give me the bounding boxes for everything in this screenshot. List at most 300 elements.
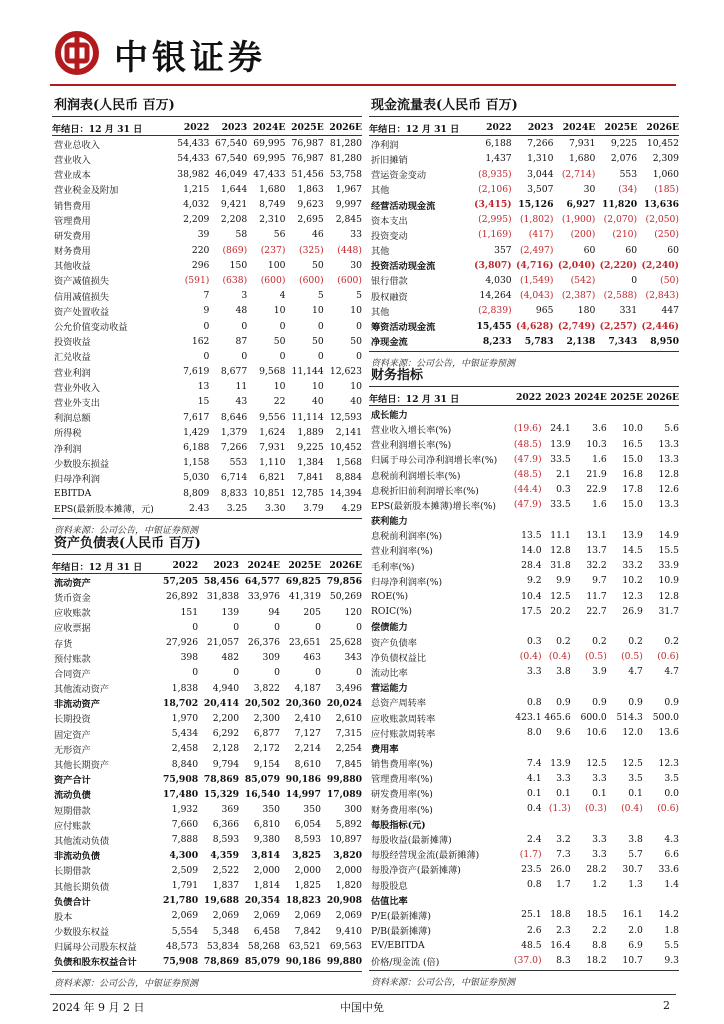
cell-value: 6.9	[628, 939, 643, 951]
header-year: 2022	[486, 122, 512, 134]
cell-value: (185)	[654, 183, 679, 195]
cell-value	[511, 680, 542, 695]
table-row	[52, 939, 362, 954]
table-row	[369, 892, 679, 907]
cell-value: 15	[197, 396, 210, 408]
cell-value: 500.0	[652, 712, 679, 724]
cell-value: 17.8	[622, 484, 643, 496]
cell-value: 0.1	[556, 787, 571, 799]
cell-value: 32.2	[586, 560, 607, 572]
row-label: 存货	[54, 638, 73, 650]
cell-value: 0.8	[526, 696, 542, 708]
row-label: 净负债权益比	[371, 652, 427, 664]
row-label: 营业外支出	[54, 397, 100, 409]
table-row	[52, 832, 362, 847]
cell-value: 15,329	[203, 788, 240, 800]
cell-value: 10.9	[658, 575, 679, 587]
row-label: 负债合计	[54, 896, 91, 908]
cell-value: (2,240)	[641, 259, 679, 271]
cell-value: (591)	[184, 274, 210, 286]
cell-value: 9.2	[526, 575, 542, 587]
table-row	[369, 243, 679, 258]
row-label: 流动比率	[371, 667, 408, 679]
cell-value: 357	[494, 244, 512, 256]
table-row	[369, 452, 679, 467]
table-row	[369, 831, 679, 846]
table-row	[369, 467, 679, 482]
cell-value	[542, 406, 571, 422]
row-label: 营运能力	[371, 683, 408, 695]
cell-value: 300	[344, 804, 362, 816]
cell-value: 3,507	[527, 183, 554, 195]
cell-value: 14.2	[658, 909, 679, 921]
cell-value: 2,200	[212, 712, 240, 724]
cell-value	[542, 892, 571, 907]
cell-value: 33.5	[550, 499, 571, 511]
row-label: 应收账款	[54, 608, 91, 620]
cell-value: 23.5	[521, 863, 542, 875]
cell-value: 1,437	[485, 153, 512, 165]
cell-value	[511, 892, 542, 907]
cell-value: 20,360	[285, 697, 321, 709]
cell-value	[643, 680, 679, 695]
cell-value: 3.6	[592, 423, 607, 435]
cell-value: 2,138	[566, 335, 596, 347]
cell-value: 75,908	[162, 773, 199, 785]
cell-value: 180	[577, 305, 596, 317]
table-row	[52, 364, 362, 379]
table-row	[369, 151, 679, 166]
cell-value: 8.8	[592, 939, 607, 951]
cell-value: 2.2	[592, 924, 607, 936]
table-row	[52, 273, 362, 288]
cell-value: 2,076	[610, 153, 638, 165]
cell-value: 8.3	[556, 955, 571, 967]
cell-value: 28.4	[521, 560, 542, 572]
cell-value: 20,024	[326, 697, 362, 709]
cell-value: 60	[625, 244, 638, 256]
cell-value: 0.8	[526, 879, 542, 891]
cell-value: 21.9	[586, 469, 607, 481]
cell-value: 5.7	[628, 848, 643, 860]
cell-value: 30	[583, 183, 596, 195]
row-label: 管理费用率(%)	[371, 774, 433, 786]
cell-value	[571, 816, 607, 831]
cell-value	[511, 619, 542, 634]
cell-value: 6,188	[485, 138, 512, 150]
table-row	[369, 877, 679, 892]
cell-value: (869)	[222, 244, 248, 256]
cell-value: (417)	[528, 229, 554, 241]
cell-value: 12.8	[550, 544, 571, 556]
row-label: 每股股息	[371, 880, 408, 892]
cashflow-table	[369, 120, 679, 349]
cell-value: 25,628	[329, 637, 362, 649]
table-row	[52, 410, 362, 425]
footer-company: 中国中免	[340, 1001, 384, 1014]
cell-value: 63,521	[288, 940, 321, 952]
cell-value: 18.5	[586, 909, 607, 921]
cell-value: 2.3	[556, 924, 571, 936]
cell-value: 4.29	[341, 502, 362, 514]
cell-value: 3.8	[628, 833, 643, 845]
table-row	[369, 513, 679, 528]
table-row	[369, 588, 679, 603]
cell-value: 13.9	[622, 529, 643, 541]
cell-value: (1,169)	[478, 229, 512, 241]
cell-value: 1.6	[592, 499, 607, 511]
cell-value: 30.7	[622, 863, 643, 875]
cell-value: 0	[317, 350, 324, 362]
cell-value: 1.4	[664, 879, 679, 891]
cell-value	[511, 513, 542, 528]
cell-value: 1,837	[212, 880, 240, 892]
table-row	[369, 288, 679, 303]
cell-value	[607, 816, 643, 831]
header-year: 2024E	[562, 122, 596, 134]
cell-value: 1.2	[592, 879, 607, 891]
cell-value: 22	[273, 396, 286, 408]
row-label: 总资产周转率	[371, 698, 427, 710]
table-row	[369, 258, 679, 273]
cell-value: (4,628)	[516, 320, 554, 332]
cell-value: (34)	[618, 183, 638, 195]
cell-value: 26.0	[550, 863, 571, 875]
cell-value: 9,623	[297, 199, 324, 211]
cell-value: (0.4)	[621, 803, 643, 815]
cell-value: 6,366	[212, 819, 240, 831]
header-year: 2025E	[291, 122, 324, 134]
cell-value: (250)	[654, 229, 679, 241]
row-label: 合同资产	[54, 668, 91, 680]
ratios-title: 财务指标	[369, 362, 679, 387]
cell-value: 48,573	[165, 940, 199, 952]
cell-value: (37.0)	[513, 955, 542, 967]
row-label: 息税前利润率(%)	[371, 531, 443, 543]
cell-value: 1,310	[527, 153, 554, 165]
cell-value: 0.2	[664, 636, 679, 648]
cell-value: 69,995	[253, 138, 286, 150]
table-row	[52, 379, 362, 394]
cell-value: 7,617	[183, 411, 210, 423]
cell-value: 46,049	[215, 168, 248, 180]
cell-value: 2,695	[297, 214, 324, 226]
cell-value: 64,577	[244, 576, 281, 588]
table-row	[369, 695, 679, 710]
cell-value: (600)	[337, 274, 362, 286]
cell-value: 20.2	[550, 605, 571, 617]
cell-value: 8,593	[212, 834, 240, 846]
cell-value: 81,280	[329, 153, 362, 165]
cell-value: 343	[344, 652, 362, 664]
cell-value: 12,593	[329, 411, 362, 423]
bank-of-china-logo-icon	[54, 30, 100, 76]
row-label: 公允价值变动收益	[54, 322, 128, 334]
row-label: 其他收益	[54, 261, 91, 273]
cell-value: 7,842	[294, 925, 321, 937]
cell-value: 4.1	[526, 772, 542, 784]
cell-value: 1,791	[171, 880, 199, 892]
cell-value: 39	[197, 229, 210, 241]
cell-value: 7,266	[220, 442, 248, 454]
cell-value	[511, 406, 542, 422]
cell-value: 4,187	[294, 682, 321, 694]
row-label: ROE(%)	[371, 590, 409, 602]
row-label: 成长能力	[371, 409, 408, 421]
cell-value: 2.1	[556, 469, 571, 481]
table-row	[52, 258, 362, 273]
balance-source: 资料来源：公司公告，中银证券预测	[52, 971, 362, 989]
cell-value: 3.30	[264, 502, 286, 514]
row-label: 研发费用	[54, 230, 91, 242]
cell-value: (0.6)	[657, 651, 679, 663]
cell-value: 12.8	[658, 469, 679, 481]
table-row	[369, 212, 679, 227]
cell-value: 14.0	[521, 544, 542, 556]
cell-value: 3.79	[303, 502, 324, 514]
table-row	[369, 528, 679, 543]
cell-value: 8,950	[650, 335, 679, 347]
cell-value: 4,030	[485, 274, 512, 286]
table-row	[369, 725, 679, 740]
cell-value: 3.9	[592, 666, 607, 678]
table-row	[369, 334, 679, 349]
table-row	[52, 863, 362, 878]
cell-value: 10,897	[329, 834, 362, 846]
header-year: 2025E	[604, 122, 638, 134]
cell-value: 2,141	[335, 426, 362, 438]
financial-ratios	[369, 362, 679, 988]
table-row	[52, 574, 362, 590]
cell-value: 7,931	[568, 138, 596, 150]
header-year: 2024E	[252, 122, 286, 134]
cell-value: 12.3	[658, 757, 679, 769]
cell-value: 78,869	[203, 773, 240, 785]
cell-value: (3,807)	[474, 259, 512, 271]
cell-value: 1,384	[297, 457, 324, 469]
row-label: 无形资产	[54, 744, 91, 756]
cell-value: 2,000	[335, 864, 362, 876]
row-label: 净现金流	[371, 337, 408, 349]
cell-value: 6,877	[253, 728, 281, 740]
cell-value: 0.9	[628, 696, 643, 708]
cell-value: 6,810	[253, 819, 281, 831]
cell-value: 31.7	[658, 605, 679, 617]
cell-value: 47,433	[253, 168, 286, 180]
cell-value: 10	[273, 381, 286, 393]
table-row	[52, 455, 362, 470]
cell-value: 4.7	[628, 666, 643, 678]
row-label: 其他长期资产	[54, 760, 110, 772]
cell-value: 1,060	[652, 168, 679, 180]
table-row	[52, 772, 362, 787]
cell-value: 350	[262, 804, 281, 816]
cell-value: (600)	[260, 274, 286, 286]
cell-value	[542, 740, 571, 755]
cell-value: 76,987	[291, 153, 324, 165]
cell-value: (638)	[222, 274, 248, 286]
cell-value: 0	[317, 320, 324, 332]
cell-value: (2,839)	[478, 305, 512, 317]
cell-value: 3,822	[253, 682, 281, 694]
cell-value: 1.8	[664, 924, 679, 936]
cell-value: 54,433	[177, 153, 210, 165]
row-label: 资产处置收益	[54, 306, 110, 318]
header-year: 2023	[213, 560, 240, 572]
cell-value: (2,050)	[645, 214, 679, 226]
table-row	[52, 182, 362, 197]
row-label: 负债和股东权益合计	[54, 957, 137, 969]
table-row	[369, 482, 679, 497]
cell-value: 0.2	[592, 636, 607, 648]
cell-value: 2,069	[253, 910, 281, 922]
cell-value: 5	[356, 290, 362, 302]
row-label: 资本支出	[371, 215, 408, 227]
row-label: 少数股东权益	[54, 927, 110, 939]
cell-value: 1.6	[592, 453, 607, 465]
cell-value: 28.2	[586, 863, 607, 875]
row-label: EBITDA	[54, 487, 92, 499]
cell-value: 0.4	[526, 803, 542, 815]
table-row	[52, 741, 362, 756]
row-label: EPS(最新股本摊薄，元)	[54, 504, 154, 516]
cell-value: 9.7	[592, 575, 607, 587]
cell-value: 25.1	[521, 909, 542, 921]
cell-value: 20,908	[326, 895, 362, 907]
cell-value: 3,825	[292, 849, 321, 861]
cell-value: 15.0	[622, 453, 643, 465]
cell-value: 13.3	[658, 453, 679, 465]
cell-value: 10,452	[646, 138, 679, 150]
cell-value: 0	[203, 320, 210, 332]
table-row	[369, 558, 679, 573]
cell-value: 0	[274, 621, 281, 633]
row-label: 非流动负债	[54, 851, 100, 863]
cell-value: 3.3	[592, 772, 607, 784]
cell-value: 2,069	[335, 910, 362, 922]
cell-value: 1,680	[568, 153, 596, 165]
cell-value: 7.4	[526, 757, 542, 769]
cell-value: (2,588)	[603, 290, 638, 302]
cell-value: 99,880	[326, 773, 362, 785]
cell-value: 1,568	[335, 457, 362, 469]
cell-value: 2,000	[294, 864, 321, 876]
cell-value: 13.1	[586, 529, 607, 541]
cell-value: (47.9)	[513, 499, 542, 511]
table-row	[52, 787, 362, 802]
row-label: 每股净资产(最新摊薄)	[371, 865, 461, 877]
cell-value: 1,825	[294, 880, 321, 892]
cell-value: 17,089	[326, 788, 362, 800]
cell-value: (0.5)	[621, 651, 643, 663]
row-label: 应收票据	[54, 623, 91, 635]
row-label: 营业利润	[54, 367, 91, 379]
cell-value: 53,834	[206, 940, 240, 952]
cell-value: 0.1	[628, 787, 643, 799]
cell-value	[571, 740, 607, 755]
cell-value: 90,186	[285, 955, 321, 967]
cell-value: 0.2	[556, 636, 571, 648]
cell-value: 10.3	[586, 438, 607, 450]
cell-value: 423.1	[515, 712, 542, 724]
row-label: 其他	[371, 246, 390, 258]
ratios-source: 资料来源：公司公告，中银证券预测	[369, 970, 679, 988]
cell-value: 0	[356, 667, 362, 679]
cell-value: 16.8	[622, 469, 643, 481]
table-row	[369, 816, 679, 831]
table-row	[52, 334, 362, 349]
cell-value: 0	[192, 621, 199, 633]
table-row	[369, 182, 679, 197]
cell-value: 8,884	[335, 472, 362, 484]
cell-value: 58,456	[203, 576, 240, 588]
cell-value: 3,496	[335, 682, 362, 694]
table-row	[52, 711, 362, 726]
row-label: 费用率	[371, 743, 399, 755]
cell-value: 87	[235, 335, 248, 347]
cell-value: 162	[191, 335, 210, 347]
cashflow-statement	[369, 92, 679, 369]
cell-value: 56	[273, 229, 286, 241]
row-label: 息税折旧前利润增长率(%)	[371, 485, 479, 497]
cell-value	[571, 680, 607, 695]
cell-value: 6,927	[566, 199, 596, 211]
cell-value: 0.1	[526, 787, 542, 799]
cell-value: 0	[233, 621, 240, 633]
cell-value: 2,209	[183, 214, 210, 226]
table-row	[52, 212, 362, 227]
cell-value: 1,863	[297, 183, 324, 195]
row-label: 营业成本	[54, 170, 91, 182]
cell-value: 8,646	[220, 411, 248, 423]
cell-value	[511, 816, 542, 831]
table-row	[52, 908, 362, 923]
cell-value: 27,926	[165, 637, 199, 649]
cell-value: 41,319	[288, 591, 321, 603]
row-label: 汇兑收益	[54, 352, 91, 364]
table-row	[369, 907, 679, 922]
cell-value: 2,214	[294, 743, 321, 755]
cell-value: 7,127	[294, 728, 321, 740]
cell-value: 7,841	[297, 472, 324, 484]
row-label: 毛利率(%)	[371, 561, 415, 573]
cell-value: 4.3	[664, 833, 679, 845]
row-label: 短期借款	[54, 805, 91, 817]
cell-value: 3.3	[556, 772, 571, 784]
ratios-table	[369, 390, 679, 968]
cell-value: 965	[535, 305, 554, 317]
cell-value: 1,814	[253, 880, 281, 892]
cell-value: 6,188	[183, 442, 210, 454]
cell-value	[607, 513, 643, 528]
cell-value: 2,309	[652, 153, 679, 165]
header-year: 2023	[221, 122, 248, 134]
cell-value: 9,794	[212, 758, 240, 770]
header-year: 2026E	[646, 392, 679, 404]
income-table	[52, 120, 362, 516]
cell-value: (3,415)	[474, 199, 512, 211]
cell-value: 6,714	[220, 472, 248, 484]
cell-value: 8.0	[526, 727, 542, 739]
cell-value: 10.4	[521, 590, 542, 602]
cell-value: 5.6	[664, 423, 679, 435]
row-label: 货币资金	[54, 592, 91, 604]
cell-value: 0	[279, 320, 286, 332]
cell-value: 151	[180, 606, 199, 618]
table-row	[369, 421, 679, 436]
cell-value: 14,394	[329, 487, 362, 499]
cell-value: 21,780	[162, 895, 199, 907]
